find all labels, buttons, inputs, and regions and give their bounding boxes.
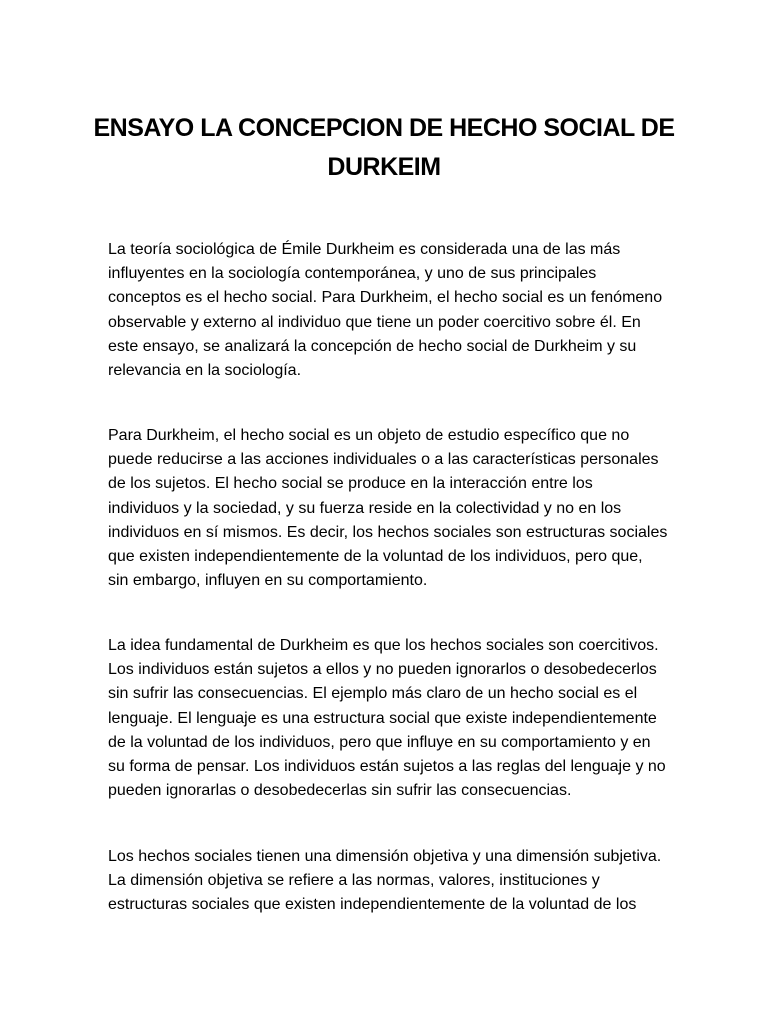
paragraph-definition [108, 424, 668, 593]
text-line: La idea fundamental de Durkheim es que los hechos sociales son coercitivos. [108, 637, 659, 654]
text-line: individuos y la sociedad, y su fuerza reside en la colectividad y no en los [108, 499, 622, 517]
text-line: puede reducirse a las acciones individuales o a las características personales [108, 451, 659, 469]
title-line: DURKEIM [327, 152, 441, 181]
text-line: de los sujetos. El hecho social se produce en la interacción entre los [108, 475, 593, 493]
text-line: lenguaje. El lenguaje es una estructura social que existe independientemente [108, 709, 657, 727]
text-line: conceptos es el hecho social. Para Durkheim, el hecho social es un fenómeno [108, 289, 663, 307]
text-line: Los hechos sociales tienen una dimensión objetiva y una dimensión subjetiva. [108, 848, 662, 865]
document-title [80, 109, 688, 187]
text-line: observable y externo al individuo que tiene un poder coercitivo sobre él. En [108, 313, 641, 331]
text-line: Para Durkheim, el hecho social es un objeto de estudio específico que no [108, 427, 630, 444]
text-line: de la voluntad de los individuos, pero que influye en su comportamiento y en [108, 733, 651, 751]
paragraph-coercion [108, 634, 668, 803]
text-line: que existen independientemente de la voluntad de los individuos, pero que, [108, 548, 643, 566]
text-line: sin sufrir las consecuencias. El ejemplo más claro de un hecho social es el [108, 685, 638, 703]
text-line: La teoría sociológica de Émile Durkheim es considerada una de las más [108, 241, 621, 258]
text-line: sin embargo, influyen en su comportamiento. [108, 572, 428, 590]
text-line: su forma de pensar. Los individuos están sujetos a las reglas del lenguaje y no [108, 758, 666, 776]
text-line: estructuras sociales que existen independientemente de la voluntad de los [108, 896, 637, 914]
paragraph-introduction [108, 238, 668, 383]
text-line: individuos en sí mismos. Es decir, los hechos sociales son estructuras sociales [108, 523, 668, 541]
text-line: Los individuos están sujetos a ellos y no pueden ignorarlos o desobedecerlos [108, 661, 657, 679]
text-line: pueden ignorarlas o desobedecerlas sin sufrir las consecuencias. [108, 782, 572, 800]
text-line: La dimensión objetiva se refiere a las normas, valores, instituciones y [108, 872, 600, 890]
paragraph-dimensions [108, 845, 668, 918]
title-line: ENSAYO LA CONCEPCION DE HECHO SOCIAL DE [93, 113, 675, 142]
text-line: relevancia en la sociología. [108, 362, 302, 380]
text-line: este ensayo, se analizará la concepción de hecho social de Durkheim y su [108, 337, 637, 355]
text-line: influyentes en la sociología contemporánea, y uno de sus principales [108, 265, 597, 283]
